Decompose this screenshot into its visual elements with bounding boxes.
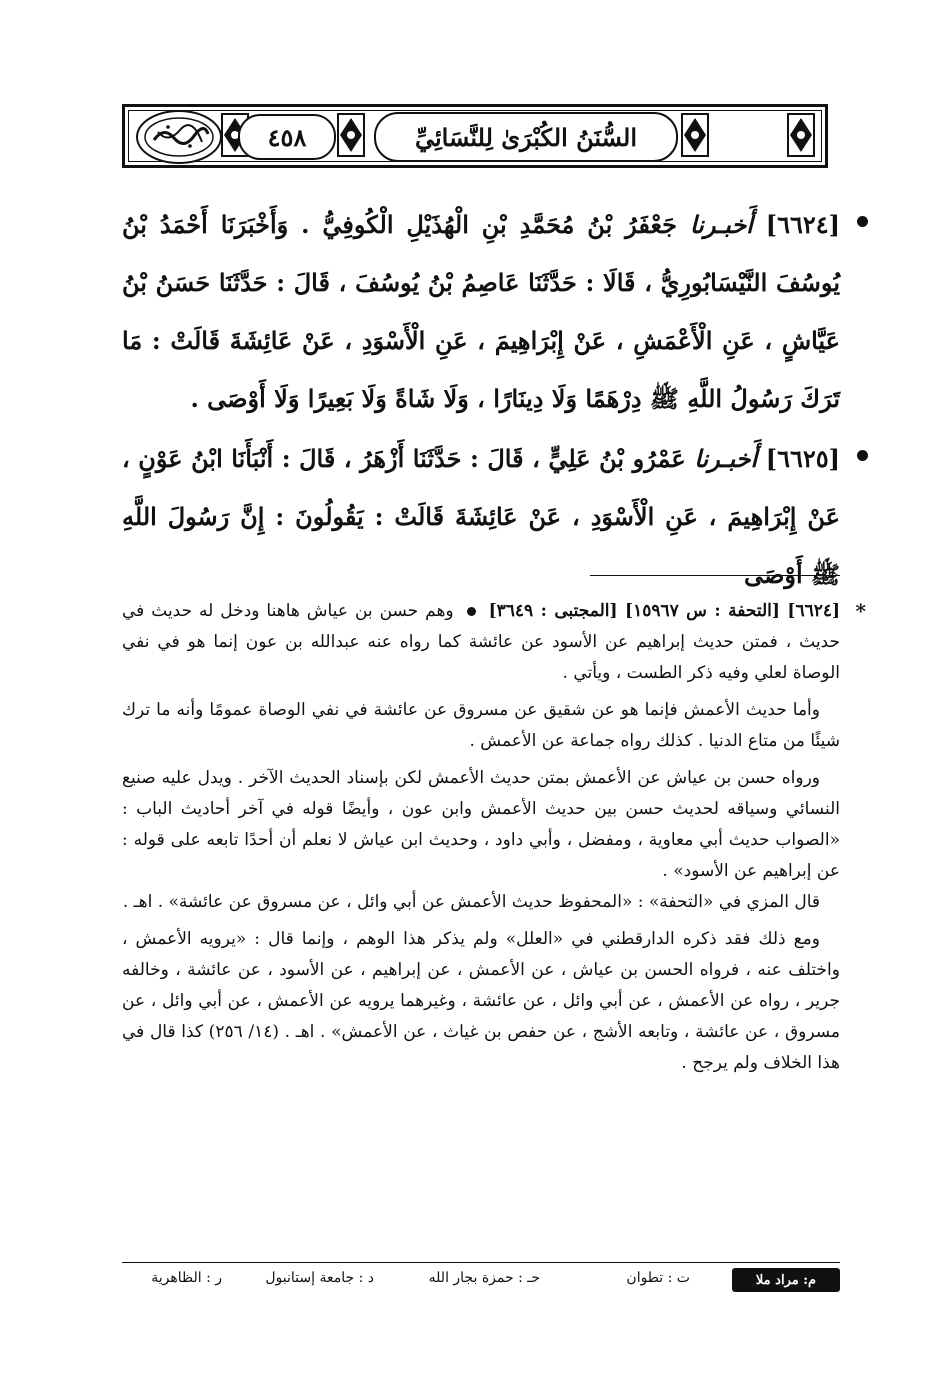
manuscript-h: حـ : حمزة بجار الله: [428, 1270, 540, 1286]
manuscript-badge: م: مراد ملا: [732, 1268, 840, 1292]
footnote-paragraph: قال المزي في «التحفة» : «المحفوظ حديث الأعمش عن أبي وائل ، عن مسروق عن عائشة» . اهـ .: [122, 892, 820, 912]
footnote-separator: [590, 575, 840, 576]
hadith-text: جَعْفَرُ بْنُ مُحَمَّدِ بْنِ الْهُذَيْلِ الْكُوفِيُّ . وَأَخْبَرَنَا أَحْمَدُ بْنُ يُوسُفَ النَّيْسَابُورِيُّ ، قَالَا : حَدَّثَنَا عَاصِمُ بْنُ يُوسُفَ ، قَالَ : حَدَّثَنَا حَسَنُ بْنُ عَيَّاشٍ ، عَنِ الْأَعْمَشِ ، عَنْ إِبْرَاهِيمَ ، عَنِ الْأَسْوَدِ ، عَنْ عَائِشَةَ قَالَتْ : مَا تَرَكَ رَسُولُ اللَّهِ ﷺ دِرْهَمًا وَلَا دِينَارًا ، وَلَا شَاةً وَلَا بَعِيرًا وَلَا أَوْصَى .: [122, 210, 840, 413]
ornament-icon: [336, 112, 366, 158]
manuscript-d: د : جامعة إستانبول: [265, 1270, 374, 1286]
footnote-paragraph: ومع ذلك فقد ذكره الدارقطني في «العلل» ولم يذكر هذا الوهم ، وإنما قال : «يرويه الأعمش ، واختلف عنه ، فرواه الحسن بن عياش ، عن الأعمش ، عن إبراهيم ، عن الأسود ، عن عائشة ، وخالفه جرير ، رواه عن الأعمش ، عن أبي وائل ، عن عائشة ، وغيرهما يرويه عن الأعمش ، عن أبي وائل ، عن مسروق ، عن عائشة ، وتابعه الأشج ، عن حفص بن غياث ، عن الأعمش» . اهـ . (١٤/ ٢٥٦) كذا قال في هذا الخلاف ولم يرجح .: [122, 929, 840, 1073]
footnote-paragraph: وأما حديث الأعمش فإنما هو عن شقيق عن مسروق عن عائشة في نفي الوصاة عمومًا وأنه ما ترك شيئًا من متاع الدنيا . كذلك رواه جماعة عن الأعمش .: [122, 700, 840, 751]
hadith-6625: [122, 430, 840, 604]
footnote-reference: [٦٦٢٤] [التحفة : س ١٥٩٦٧] [المجتبى : ٣٦٤٩]: [488, 601, 841, 621]
footnotes: [122, 596, 866, 1079]
bullet-icon: [857, 450, 868, 461]
hadith-number: [٦٦٢٤]: [765, 210, 841, 239]
book-title: السُّنَنُ الكُبْرَىٰ لِلنَّسَائِيِّ: [374, 112, 678, 162]
footnote-paragraph: ورواه حسن بن عياش عن الأعمش بمتن حديث الأعمش لكن بإسناد الحديث الآخر . ويدل عليه صنيع النسائي وسياقه لحديث حسن بين حديث الأعمش وابن عون ، وأيضًا قوله في آخر أحاديث الباب : «الصواب حديث أبي معاوية ، ومفضل ، وأبي داود ، وحديث ابن عياش لا نعلم أن أحدًا تابعه على قوله : عن إبراهيم عن الأسود» .: [122, 768, 840, 881]
star-icon: *: [855, 599, 866, 623]
narration-word: أَخبـرنا: [694, 444, 758, 473]
main-text: [122, 196, 840, 606]
footer-divider: [122, 1262, 840, 1263]
page-number: ٤٥٨: [238, 114, 336, 160]
manuscript-legend: [122, 1266, 840, 1296]
ornament-icon: [680, 112, 710, 158]
footnote-paragraph: [122, 596, 840, 689]
footnote-text: وهم حسن بن عياش هاهنا ودخل له حديث في حديث ، فمتن حديث إبراهيم عن الأسود عن عائشة كما رواه عنه عبدالله بن عون إنما هو في نفي الوصاة لعلي وفيه ذكر الطست ، ويأتي .: [122, 601, 840, 683]
manuscript-t: ت : تطوان: [626, 1270, 690, 1286]
narration-word: أَخبـرنا: [689, 210, 753, 239]
hadith-text: عَمْرُو بْنُ عَلِيٍّ ، قَالَ : حَدَّثَنَا أَزْهَرُ ، قَالَ : أَنْبَأَنَا ابْنُ عَوْنٍ ، عَنْ إِبْرَاهِيمَ ، عَنِ الْأَسْوَدِ ، عَنْ عَائِشَةَ قَالَتْ : يَقُولُونَ : إِنَّ رَسُولَ اللَّهِ ﷺ أَوْصَى: [122, 444, 840, 589]
page-header: [122, 104, 828, 168]
hadith-6624: [122, 196, 840, 428]
bullet-icon: [857, 216, 868, 227]
publisher-seal: [136, 110, 222, 164]
hadith-number: [٦٦٢٥]: [765, 444, 841, 473]
ornament-icon: [786, 112, 816, 158]
bullet-icon: [467, 607, 476, 616]
publisher-logo-icon: [138, 112, 220, 162]
manuscript-r: ر : الظاهرية: [151, 1270, 222, 1286]
